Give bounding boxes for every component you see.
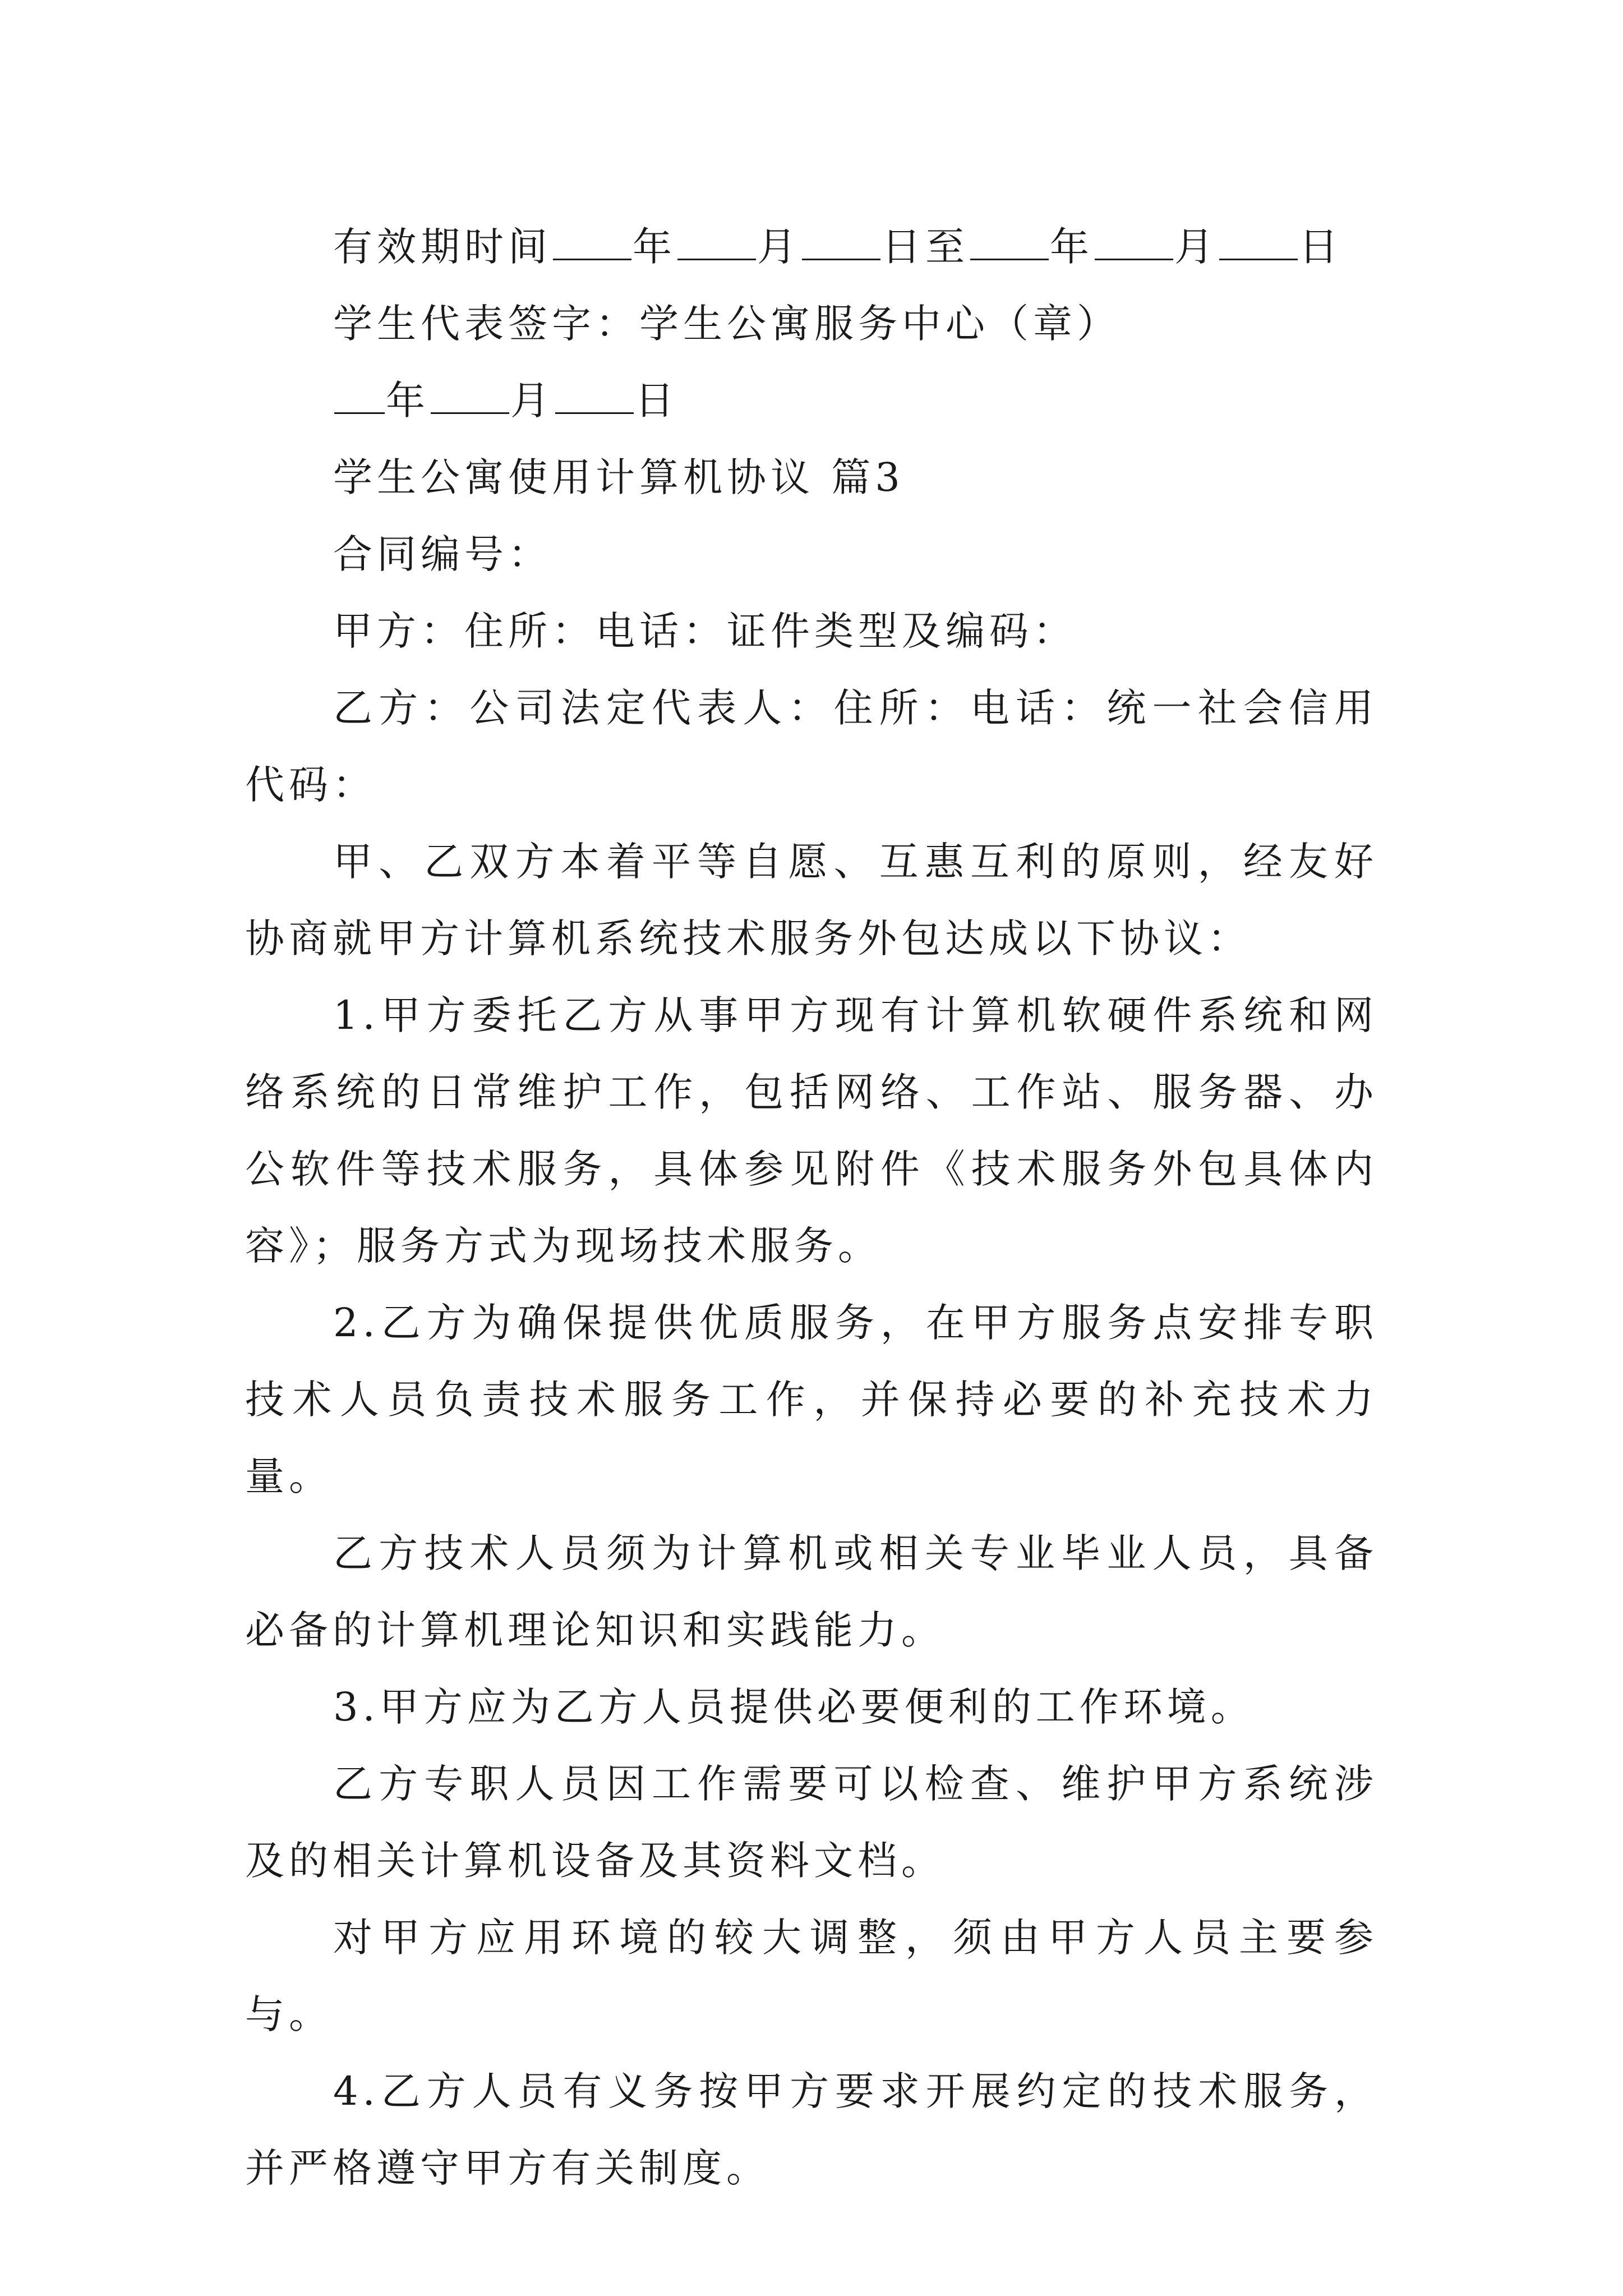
month-label: 月 — [1174, 224, 1218, 270]
paragraph: 乙方技术人员须为计算机或相关专业毕业人员，具备必备的计算机理论知识和实践能力。 — [245, 1530, 1378, 1653]
date-line — [245, 362, 1378, 439]
year-label: 年 — [1050, 224, 1094, 270]
month-label: 月 — [757, 224, 801, 270]
paragraph: 甲、乙双方本着平等自愿、互惠互利的原则，经友好协商就甲方计算机系统技术服务外包达成以下协议： — [245, 839, 1378, 961]
blank-field — [334, 380, 385, 414]
year-label: 年 — [386, 378, 430, 424]
day-label: 日 — [635, 378, 679, 424]
validity-label: 有效期时间 — [333, 224, 552, 270]
blank-field — [553, 226, 631, 260]
blank-field — [431, 380, 509, 414]
paragraph: 1.甲方委托乙方从事甲方现有计算机软硬件系统和网络系统的日常维护工作，包括网络、工作站、服务器、办公软件等技术服务，具体参见附件《技术服务外包具体内容》；服务方式为现场技术服务。 — [245, 992, 1378, 1269]
paragraph: 3.甲方应为乙方人员提供必要便利的工作环境。 — [333, 1684, 1255, 1730]
blank-field — [802, 226, 880, 260]
party-a-info: 甲方：住所：电话：证件类型及编码： — [333, 608, 1077, 654]
paragraph: 4.乙方人员有义务按甲方要求开展约定的技术服务，并严格遵守甲方有关制度。 — [245, 2068, 1378, 2191]
paragraph: 对甲方应用环境的较大调整，须由甲方人员主要参与。 — [245, 1915, 1378, 2037]
contract-number: 合同编号： — [333, 531, 552, 577]
blank-field — [677, 226, 756, 260]
blank-field — [555, 380, 634, 414]
paragraph: 2.乙方为确保提供优质服务，在甲方服务点安排专职技术人员负责技术服务工作，并保持必要的补充技术力量。 — [245, 1300, 1378, 1499]
blank-field — [970, 226, 1049, 260]
signature-line: 学生代表签字：学生公寓服务中心（章） — [333, 301, 1121, 347]
blank-field — [1219, 226, 1298, 260]
day-label: 日 — [1299, 224, 1343, 270]
month-label: 月 — [510, 378, 554, 424]
year-label: 年 — [633, 224, 676, 270]
blank-field — [1095, 226, 1173, 260]
day-to-label: 日至 — [882, 224, 969, 270]
validity-period-line — [245, 209, 1378, 286]
document-body — [245, 209, 1378, 2207]
section-title: 学生公寓使用计算机协议 篇3 — [333, 454, 905, 500]
party-b-info: 乙方：公司法定代表人：住所：电话：统一社会信用代码： — [245, 685, 1378, 808]
paragraph: 乙方专职人员因工作需要可以检查、维护甲方系统涉及的相关计算机设备及其资料文档。 — [245, 1761, 1378, 1884]
